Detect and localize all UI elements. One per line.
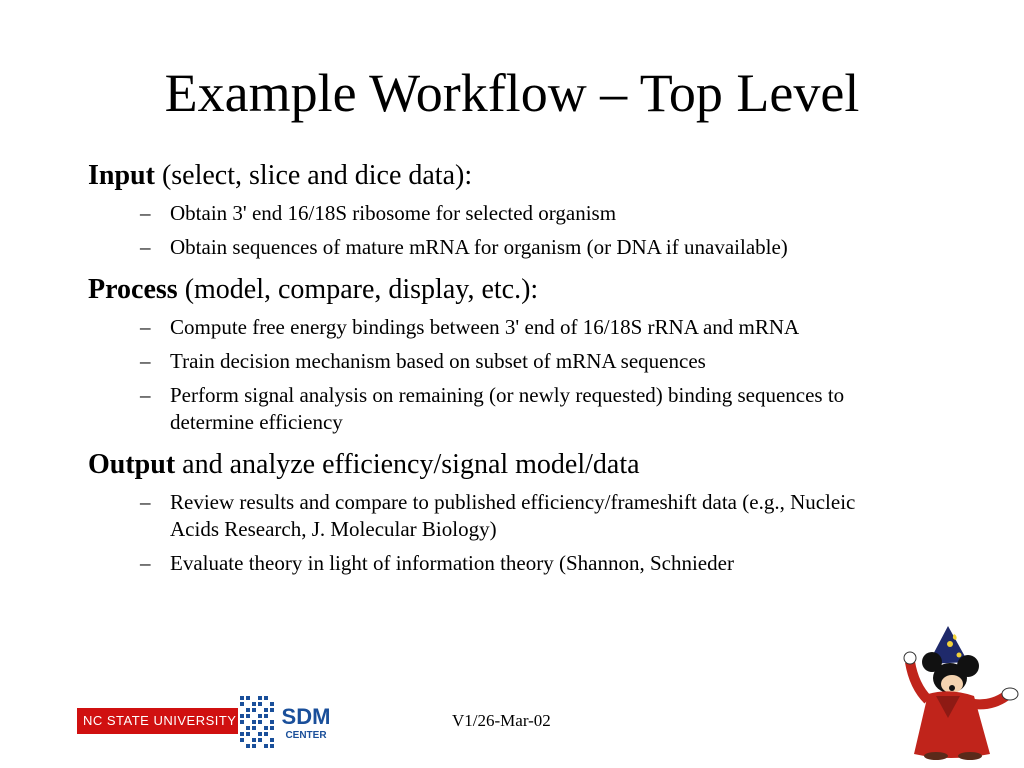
sdm-center-logo	[238, 694, 338, 752]
sdm-logo-grid-dot	[258, 714, 262, 718]
sdm-logo-grid-dot	[246, 708, 250, 712]
dash-marker: –	[140, 551, 151, 575]
bullet-item	[88, 314, 870, 341]
sdm-logo-sub: CENTER	[285, 730, 327, 741]
bullet-text: Review results and compare to published efficiency/frameshift data (e.g., Nucleic Acids Research, J. Molecular Biology)	[170, 490, 856, 541]
sdm-logo-grid-dot	[258, 702, 262, 706]
section-label: Process	[88, 274, 178, 305]
sdm-logo-grid-dot	[264, 714, 268, 718]
sdm-logo-grid-dot	[270, 720, 274, 724]
bullet-item	[88, 348, 870, 375]
section-process	[88, 272, 968, 436]
ncsu-logo	[77, 708, 239, 734]
sdm-logo-grid-dot	[240, 720, 244, 724]
section-description: (model, compare, display, etc.):	[177, 274, 539, 305]
sdm-logo-grid-dot	[264, 732, 268, 736]
slide-title: Example Workflow – Top Level	[164, 63, 860, 123]
sdm-logo-grid-dot	[252, 738, 256, 742]
sdm-logo-grid-dot	[246, 726, 250, 730]
sdm-logo-grid-dot	[240, 738, 244, 742]
bullet-text: Obtain sequences of mature mRNA for organism (or DNA if unavailable)	[170, 235, 788, 259]
section-input	[88, 158, 968, 261]
sdm-logo-grid-dot	[252, 702, 256, 706]
bullet-item	[88, 550, 870, 577]
sdm-logo-grid-dot	[240, 702, 244, 706]
bullet-text: Evaluate theory in light of information theory (Shannon, Schnieder	[170, 551, 734, 575]
section-label: Input	[88, 160, 155, 191]
sdm-logo-text: SDM	[281, 704, 331, 729]
sdm-logo-grid-dot	[246, 714, 250, 718]
sdm-logo-grid-dot	[270, 738, 274, 742]
sdm-logo-grid-dot	[240, 732, 244, 736]
sdm-logo-grid-dot	[258, 720, 262, 724]
sdm-logo-grid-dot	[264, 696, 268, 700]
sdm-logo-grid-dot	[252, 726, 256, 730]
section-description: (select, slice and dice data):	[154, 160, 473, 191]
section-label: Output	[88, 449, 176, 480]
sdm-logo-grid-dot	[246, 732, 250, 736]
section-output	[88, 447, 968, 577]
sdm-logo-grid-dot	[240, 714, 244, 718]
sdm-logo-grid-dot	[246, 744, 250, 748]
dash-marker: –	[140, 235, 151, 259]
section-description: and analyze efficiency/signal model/data	[175, 449, 640, 480]
bullet-text: Perform signal analysis on remaining (or newly requested) binding sequences to determine efficiency	[170, 383, 845, 434]
ncsu-logo-text: NC STATE UNIVERSITY	[83, 713, 237, 728]
sdm-logo-grid-dot	[270, 726, 274, 730]
dash-marker: –	[140, 383, 151, 407]
section-heading	[88, 447, 968, 483]
slide-body	[88, 158, 968, 584]
dash-marker: –	[140, 490, 151, 514]
bullet-text: Compute free energy bindings between 3' end of 16/18S rRNA and mRNA	[170, 315, 800, 339]
sdm-logo-grid-dot	[264, 744, 268, 748]
bullet-item	[88, 234, 870, 261]
dash-marker: –	[140, 201, 151, 225]
bullet-text: Obtain 3' end 16/18S ribosome for selected organism	[170, 201, 617, 225]
dash-marker: –	[140, 315, 151, 339]
sdm-logo-grid-dot	[252, 744, 256, 748]
sdm-logo-grid-dot	[270, 708, 274, 712]
sdm-logo-grid-dot	[270, 702, 274, 706]
dash-marker: –	[140, 349, 151, 373]
bullet-item	[88, 489, 870, 543]
section-heading	[88, 272, 968, 308]
sdm-logo-grid-dot	[246, 696, 250, 700]
wizard-mouse-mascot-icon	[890, 622, 1020, 762]
version-label: V1/26-Mar-02	[452, 711, 551, 730]
bullet-item	[88, 200, 870, 227]
sdm-logo-grid-dot	[252, 708, 256, 712]
section-heading	[88, 158, 968, 194]
sdm-logo-grid-dot	[270, 744, 274, 748]
sdm-logo-grid-dot	[264, 708, 268, 712]
bullet-text: Train decision mechanism based on subset of mRNA sequences	[170, 349, 706, 373]
sdm-logo-grid-dot	[258, 696, 262, 700]
sdm-logo-grid-dot	[240, 696, 244, 700]
sdm-logo-grid-dot	[252, 720, 256, 724]
sdm-logo-grid-dot	[264, 726, 268, 730]
bullet-item	[88, 382, 870, 436]
sdm-logo-grid-dot	[258, 732, 262, 736]
sdm-logo-grid-dot	[258, 738, 262, 742]
